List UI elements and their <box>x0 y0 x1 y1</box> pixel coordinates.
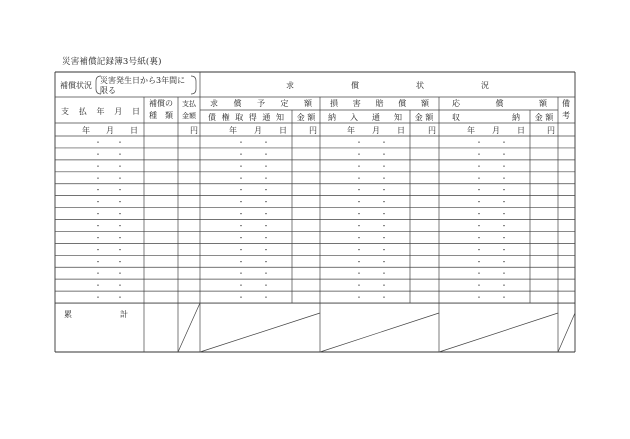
payment-date-header-char: 日 <box>132 107 140 116</box>
date-separator-dot: ・ <box>116 269 124 278</box>
damages-header-char: 償 <box>398 99 407 108</box>
date-separator-dot: ・ <box>262 222 270 231</box>
date-separator-dot: ・ <box>380 257 388 266</box>
damages-sub-char: 納 <box>328 113 336 122</box>
date-separator-dot: ・ <box>237 245 245 254</box>
date-separator-dot: ・ <box>237 293 245 302</box>
unit-month: 月 <box>492 126 500 135</box>
date-separator-dot: ・ <box>380 210 388 219</box>
date-separator-dot: ・ <box>500 269 508 278</box>
planned-sub-char: 通 <box>262 113 271 122</box>
date-separator-dot: ・ <box>94 233 102 242</box>
unit-day: 日 <box>130 126 138 135</box>
date-separator-dot: ・ <box>237 174 245 183</box>
unit-year: 年 <box>82 126 90 135</box>
section-title-char: 況 <box>481 81 489 90</box>
date-separator-dot: ・ <box>500 150 508 159</box>
date-separator-dot: ・ <box>94 198 102 207</box>
date-separator-dot: ・ <box>237 210 245 219</box>
amount-header-line2: 金額 <box>182 112 196 120</box>
period-note-line2: 限る <box>100 86 116 95</box>
date-separator-dot: ・ <box>262 138 270 147</box>
date-separator-dot: ・ <box>116 210 124 219</box>
date-separator-dot: ・ <box>475 245 483 254</box>
date-separator-dot: ・ <box>262 198 270 207</box>
section-title-char: 状 <box>416 81 424 90</box>
settled-money-header: 金 額 <box>534 113 554 122</box>
date-separator-dot: ・ <box>355 162 363 171</box>
date-separator-dot: ・ <box>94 281 102 290</box>
unit-day: 日 <box>517 126 525 135</box>
date-separator-dot: ・ <box>380 293 388 302</box>
date-separator-dot: ・ <box>94 293 102 302</box>
date-separator-dot: ・ <box>500 222 508 231</box>
unit-year: 年 <box>229 126 237 135</box>
date-separator-dot: ・ <box>116 174 124 183</box>
footer-diagonal <box>200 313 320 352</box>
settled-header-char: 償 <box>495 99 504 108</box>
date-separator-dot: ・ <box>380 269 388 278</box>
unit-month: 月 <box>372 126 380 135</box>
date-separator-dot: ・ <box>475 281 483 290</box>
date-separator-dot: ・ <box>237 138 245 147</box>
footer-diagonal <box>320 313 439 352</box>
date-separator-dot: ・ <box>380 186 388 195</box>
date-separator-dot: ・ <box>237 162 245 171</box>
date-separator-dot: ・ <box>262 245 270 254</box>
date-separator-dot: ・ <box>262 269 270 278</box>
damages-sub-char: 知 <box>394 113 402 122</box>
date-separator-dot: ・ <box>116 257 124 266</box>
date-separator-dot: ・ <box>475 162 483 171</box>
date-separator-dot: ・ <box>94 222 102 231</box>
damages-sub-char: 通 <box>372 113 380 122</box>
damages-sub-char: 入 <box>350 113 358 122</box>
date-separator-dot: ・ <box>237 198 245 207</box>
date-separator-dot: ・ <box>475 210 483 219</box>
date-separator-dot: ・ <box>380 162 388 171</box>
footer-diagonal <box>178 303 200 352</box>
date-separator-dot: ・ <box>380 150 388 159</box>
date-separator-dot: ・ <box>355 198 363 207</box>
type-header-line2: 種 類 <box>149 111 173 120</box>
unit-year: 年 <box>467 126 475 135</box>
date-separator-dot: ・ <box>116 198 124 207</box>
date-separator-dot: ・ <box>380 174 388 183</box>
date-separator-dot: ・ <box>116 138 124 147</box>
date-separator-dot: ・ <box>262 293 270 302</box>
date-separator-dot: ・ <box>237 186 245 195</box>
bracket-right <box>191 76 196 94</box>
date-separator-dot: ・ <box>94 269 102 278</box>
footer-diagonal <box>439 313 558 352</box>
cumulative-total-char: 累 <box>64 310 72 320</box>
date-separator-dot: ・ <box>475 269 483 278</box>
settled-header-char: 額 <box>539 99 547 108</box>
date-separator-dot: ・ <box>475 150 483 159</box>
date-separator-dot: ・ <box>355 269 363 278</box>
damages-header-char: 額 <box>421 99 429 108</box>
date-separator-dot: ・ <box>500 293 508 302</box>
type-header-line1: 補償の <box>149 99 173 108</box>
date-separator-dot: ・ <box>116 150 124 159</box>
date-separator-dot: ・ <box>355 293 363 302</box>
planned-header-char: 求 <box>210 99 218 108</box>
date-separator-dot: ・ <box>262 257 270 266</box>
unit-yen: 円 <box>428 126 436 135</box>
damages-money-header: 金 額 <box>414 113 434 122</box>
date-separator-dot: ・ <box>94 150 102 159</box>
date-separator-dot: ・ <box>475 174 483 183</box>
date-separator-dot: ・ <box>94 245 102 254</box>
date-separator-dot: ・ <box>262 186 270 195</box>
date-separator-dot: ・ <box>262 210 270 219</box>
date-separator-dot: ・ <box>500 281 508 290</box>
unit-yen: 円 <box>547 126 555 135</box>
date-separator-dot: ・ <box>500 245 508 254</box>
date-separator-dot: ・ <box>355 222 363 231</box>
date-separator-dot: ・ <box>237 150 245 159</box>
period-note-line1: 災害発生日から3年間に <box>100 76 186 85</box>
unit-day: 日 <box>397 126 405 135</box>
planned-sub-char: 得 <box>248 113 257 122</box>
planned-header-char: 定 <box>280 99 289 108</box>
date-separator-dot: ・ <box>500 174 508 183</box>
date-separator-dot: ・ <box>500 233 508 242</box>
date-separator-dot: ・ <box>355 174 363 183</box>
date-separator-dot: ・ <box>237 222 245 231</box>
unit-year: 年 <box>347 126 355 135</box>
planned-money-header: 金 額 <box>296 113 316 122</box>
unit-month: 月 <box>106 126 114 135</box>
date-separator-dot: ・ <box>262 162 270 171</box>
status-label: 補償状況 <box>60 81 92 90</box>
planned-sub-char: 取 <box>235 113 244 122</box>
unit-day: 日 <box>279 126 287 135</box>
damages-header-char: 賠 <box>375 99 384 108</box>
settled-sub-char: 納 <box>512 113 520 122</box>
date-separator-dot: ・ <box>94 210 102 219</box>
damages-header-char: 損 <box>330 99 338 108</box>
date-separator-dot: ・ <box>237 269 245 278</box>
damages-header-char: 害 <box>352 99 361 108</box>
date-separator-dot: ・ <box>380 233 388 242</box>
settled-sub-char: 収 <box>452 113 460 122</box>
payment-date-header-char: 支 <box>61 107 69 116</box>
unit-yen: 円 <box>190 126 198 135</box>
section-title-char: 求 <box>286 81 294 90</box>
cumulative-total-char: 計 <box>120 310 128 320</box>
date-separator-dot: ・ <box>500 257 508 266</box>
date-separator-dot: ・ <box>355 245 363 254</box>
date-separator-dot: ・ <box>116 281 124 290</box>
date-separator-dot: ・ <box>500 186 508 195</box>
planned-header-char: 額 <box>304 99 312 108</box>
date-separator-dot: ・ <box>116 186 124 195</box>
date-separator-dot: ・ <box>94 174 102 183</box>
footer-diagonal <box>558 313 575 352</box>
remarks-header-char: 備 <box>562 99 570 108</box>
settled-header-char: 応 <box>452 99 460 108</box>
payment-date-header-char: 年 <box>96 107 105 116</box>
form-title: 災害補償記録簿3号紙(裏) <box>62 57 162 67</box>
planned-sub-char: 権 <box>221 113 230 122</box>
date-separator-dot: ・ <box>94 138 102 147</box>
date-separator-dot: ・ <box>94 257 102 266</box>
date-separator-dot: ・ <box>475 138 483 147</box>
date-separator-dot: ・ <box>116 162 124 171</box>
date-separator-dot: ・ <box>475 222 483 231</box>
date-separator-dot: ・ <box>116 245 124 254</box>
planned-header-char: 償 <box>233 99 242 108</box>
date-separator-dot: ・ <box>380 138 388 147</box>
date-separator-dot: ・ <box>262 281 270 290</box>
remarks-header-char: 考 <box>562 111 570 120</box>
date-separator-dot: ・ <box>380 222 388 231</box>
planned-sub-char: 債 <box>208 113 216 122</box>
date-separator-dot: ・ <box>355 257 363 266</box>
date-separator-dot: ・ <box>116 293 124 302</box>
date-separator-dot: ・ <box>380 198 388 207</box>
date-separator-dot: ・ <box>355 233 363 242</box>
date-separator-dot: ・ <box>475 186 483 195</box>
date-separator-dot: ・ <box>262 150 270 159</box>
date-separator-dot: ・ <box>380 281 388 290</box>
date-separator-dot: ・ <box>262 174 270 183</box>
date-separator-dot: ・ <box>475 293 483 302</box>
date-separator-dot: ・ <box>500 210 508 219</box>
payment-date-header-char: 払 <box>78 107 87 116</box>
date-separator-dot: ・ <box>355 138 363 147</box>
date-separator-dot: ・ <box>355 186 363 195</box>
planned-header-char: 予 <box>257 99 265 108</box>
date-separator-dot: ・ <box>116 233 124 242</box>
date-separator-dot: ・ <box>262 233 270 242</box>
date-separator-dot: ・ <box>94 186 102 195</box>
date-separator-dot: ・ <box>116 222 124 231</box>
date-separator-dot: ・ <box>380 245 388 254</box>
payment-date-header-char: 月 <box>114 107 123 116</box>
date-separator-dot: ・ <box>355 210 363 219</box>
date-separator-dot: ・ <box>500 198 508 207</box>
date-separator-dot: ・ <box>500 138 508 147</box>
table-labels <box>60 75 570 319</box>
date-separator-dot: ・ <box>94 162 102 171</box>
date-separator-dot: ・ <box>237 281 245 290</box>
date-separator-dot: ・ <box>475 257 483 266</box>
date-separator-dot: ・ <box>500 162 508 171</box>
date-separator-dot: ・ <box>475 233 483 242</box>
unit-month: 月 <box>254 126 262 135</box>
date-separator-dot: ・ <box>475 198 483 207</box>
date-separator-dot: ・ <box>237 257 245 266</box>
section-title-char: 償 <box>351 81 359 90</box>
date-separator-dot: ・ <box>237 233 245 242</box>
unit-yen: 円 <box>309 126 317 135</box>
date-separator-dot: ・ <box>355 281 363 290</box>
planned-sub-char: 知 <box>276 113 284 122</box>
amount-header-line1: 支払 <box>182 100 196 108</box>
date-separator-dot: ・ <box>355 150 363 159</box>
